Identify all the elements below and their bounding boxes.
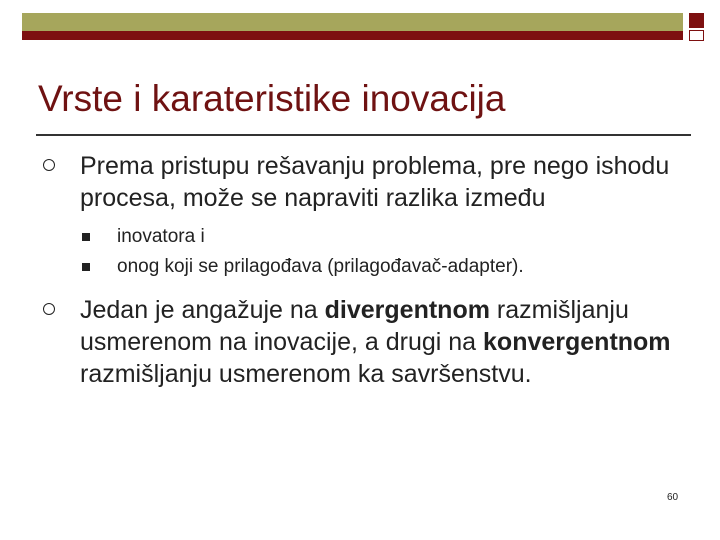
sub-bullet-text: onog koji se prilagođava (prilagođavač-adapter). bbox=[117, 256, 524, 277]
top-red-bar bbox=[22, 31, 683, 40]
text-run: razmišljanju usmerenom na inovacije, a drugi na bbox=[80, 296, 629, 356]
corner-square-outline bbox=[689, 30, 704, 41]
text-run: razmišljanju usmerenom ka savršenstvu. bbox=[80, 360, 532, 388]
hollow-circle-bullet-icon bbox=[43, 303, 55, 315]
bullet-text: Prema pristupu rešavanju problema, pre nego ishodu procesa, može se napraviti razlika između bbox=[80, 152, 670, 212]
bullet-text bbox=[80, 296, 671, 388]
sub-bullet-item bbox=[40, 222, 690, 252]
bullet-item bbox=[40, 294, 690, 390]
hollow-circle-bullet-icon bbox=[43, 159, 55, 171]
page-number: 60 bbox=[667, 492, 679, 503]
square-bullet-icon bbox=[82, 263, 90, 271]
square-bullet-icon bbox=[82, 233, 90, 241]
text-run: Jedan je angažuje na bbox=[80, 296, 325, 324]
bold-term-divergent: divergentnom bbox=[324, 296, 490, 324]
sub-bullet-item bbox=[40, 252, 690, 282]
sub-bullet-list bbox=[40, 222, 690, 282]
top-olive-bar bbox=[22, 13, 683, 31]
sub-bullet-text: inovatora i bbox=[117, 226, 205, 247]
slide-content bbox=[40, 150, 690, 390]
corner-square-filled bbox=[689, 13, 704, 28]
title-divider bbox=[36, 134, 691, 136]
bold-term-convergent: konvergentnom bbox=[483, 328, 671, 356]
bullet-item bbox=[40, 150, 690, 214]
slide-title: Vrste i karateristike inovacija bbox=[38, 78, 506, 119]
